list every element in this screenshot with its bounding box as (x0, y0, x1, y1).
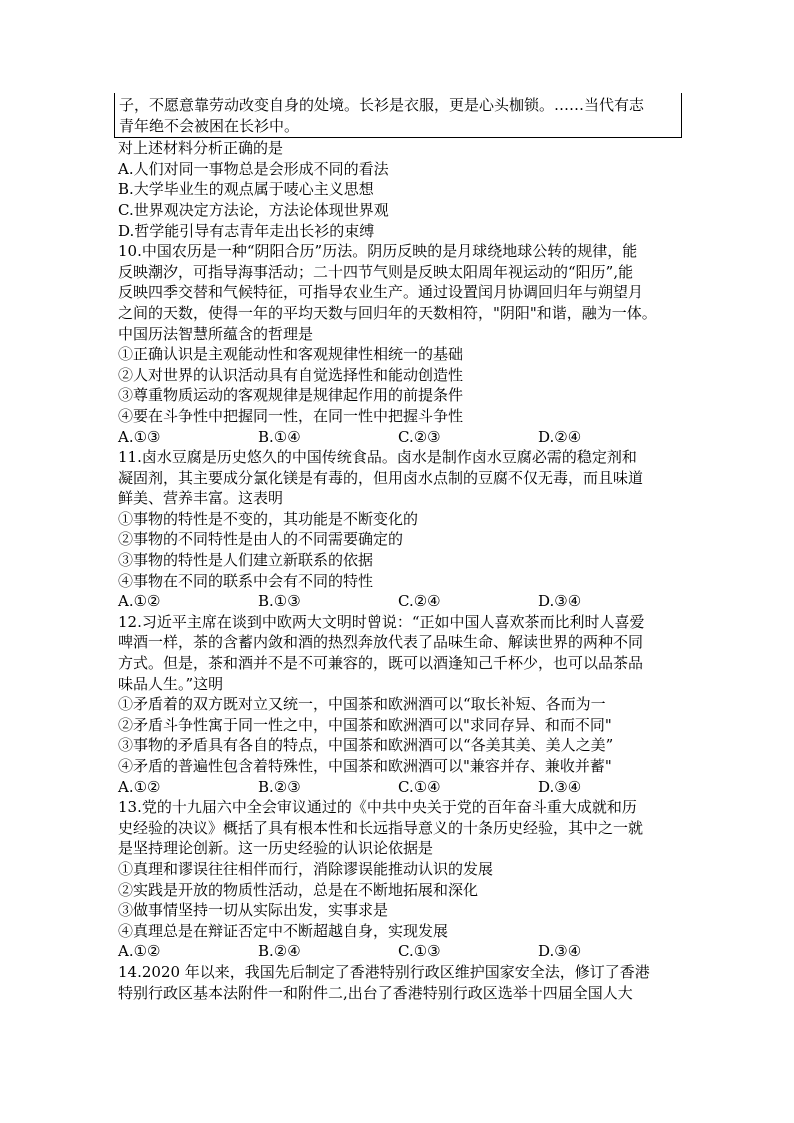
statement-2: ②矛盾斗争性寓于同一性之中，中国茶和欧洲酒可以"求同存异、和而不同" (118, 715, 612, 734)
statement-3: ③做事情坚持一切从实际出发，实事求是 (118, 901, 389, 920)
answer-choices (118, 427, 678, 448)
statement-4: ④事物在不同的联系中会有不同的特性 (118, 571, 374, 590)
choice-b: B.①④ (258, 427, 301, 446)
question-stem: 12.习近平主席在谈到中欧两大文明时曾说：“正如中国人喜欢茶而比利时人喜爱 (118, 612, 645, 631)
question-13 (118, 797, 678, 962)
choice-b: B.②④ (258, 942, 301, 961)
statement-2: ②实践是开放的物质性活动，总是在不断地拓展和深化 (118, 880, 479, 899)
question-11 (118, 447, 678, 612)
choice-c: C.①④ (398, 777, 441, 796)
question-stem: 鲜美、营养丰富。这表明 (118, 489, 284, 508)
option-b: B.大学毕业生的观点属于唛心主义思想 (118, 180, 374, 199)
choice-a: A.①② (118, 592, 161, 611)
answer-choices (118, 941, 678, 962)
question-12 (118, 612, 678, 797)
question-10 (118, 241, 678, 447)
answer-choices (118, 777, 678, 798)
question-stem: 是坚持理论创新。这一历史经验的认识论依据是 (118, 839, 434, 858)
material-line: 子，不愿意靠劳动改变自身的处境。长衫是衣服，更是心头枷锁。……当代有志 (119, 96, 645, 114)
question-stem: 10.中国农历是一种“阴阳合历”历法。阴历反映的是月球绕地球公转的规律，能 (118, 242, 638, 261)
statement-4: ④矛盾的普遍性包含着特殊性，中国茶和欧洲酒可以"兼容并存、兼收并蓄" (118, 757, 612, 775)
question-stem: 之间的天数，使得一年的平均天数与回归年的天数相符，"阴阳"和谐，融为一体。 (118, 303, 657, 322)
answer-choices (118, 591, 678, 612)
statement-1: ①正确认识是主观能动性和客观规律性相统一的基础 (118, 345, 464, 364)
question-stem: 特别行政区基本法附件一和附件二,出台了香港特别行政区选举十四届全国人大 (118, 983, 633, 1002)
question-stem: 对上述材料分析正确的是 (118, 139, 284, 158)
question-stem: 14.2020 年以来，我国先后制定了香港特别行政区维护国家安全法，修订了香港 (118, 962, 650, 981)
statement-1: ①真理和谬误往往相伴而行，消除谬误能推动认识的发展 (118, 859, 494, 878)
statement-4: ④真理总是在辩证否定中不断超越自身，实现发展 (118, 921, 449, 940)
choice-c: C.①③ (398, 942, 441, 961)
option-d: D.哲学能引导有志青年走出长衫的束缚 (118, 221, 375, 240)
question-stem: 13.党的十九届六中全会审议通过的《中共中央关于党的百年奋斗重大成就和历 (118, 798, 637, 817)
statement-3: ③事物的矛盾具有各自的特点，中国茶和欧洲酒可以“各美其美、美人之美” (118, 736, 614, 755)
question-stem: 啤酒一样，茶的含蓄内敛和酒的热烈奔放代表了品味生命、解读世界的两种不同 (118, 633, 644, 652)
choice-d: D.③④ (538, 592, 582, 611)
statement-1: ①矛盾着的双方既对立又统一，中国茶和欧洲酒可以“取长补短、各而为一 (118, 695, 606, 714)
choice-c: C.②④ (398, 592, 441, 611)
choice-d: D.③④ (538, 777, 582, 796)
statement-2: ②事物的不同特性是由人的不同需要确定的 (118, 530, 404, 549)
question-14 (118, 962, 678, 1003)
choice-c: C.②③ (398, 427, 441, 446)
question-stem: 凝固剂，其主要成分氯化镁是有毒的，但用卤水点制的豆腐不仅无毒，而且味道 (118, 468, 644, 487)
question-stem: 方式。但是，茶和酒并不是不可兼容的，既可以酒逢知己千杯少，也可以品茶品 (118, 654, 644, 673)
material-box (114, 93, 682, 138)
choice-a: A.①③ (118, 427, 161, 446)
option-c: C.世界观决定方法论，方法论体现世界观 (118, 200, 389, 219)
statement-3: ③尊重物质运动的客观规律是规律起作用的前提条件 (118, 386, 464, 405)
choice-b: B.②③ (258, 777, 301, 796)
question-stem: 味品人生。”这明 (118, 674, 224, 693)
choice-d: D.③④ (538, 942, 582, 961)
exam-page (118, 93, 678, 1003)
choice-a: A.①② (118, 777, 161, 796)
statement-4: ④要在斗争性中把握同一性，在同一性中把握斗争性 (118, 406, 464, 425)
choice-b: B.①③ (258, 592, 301, 611)
question-stem: 史经验的决议》概括了具有根本性和长远指导意义的十条历史经验，其中之一就 (118, 818, 644, 837)
statement-3: ③事物的特性是人们建立新联系的依据 (118, 551, 374, 570)
question-stem: 反映潮汐，可指导海事活动；二十四节气则是反映太阳周年视运动的“阳历”,能 (118, 262, 634, 281)
choice-d: D.②④ (538, 427, 582, 446)
choice-a: A.①② (118, 942, 161, 961)
question-stem: 11.卤水豆腐是历史悠久的中国传统食品。卤水是制作卤水豆腐必需的稳定剂和 (118, 448, 637, 467)
statement-2: ②人对世界的认识活动具有自觉选择性和能动创造性 (118, 365, 464, 384)
option-a: A.人们对同一事物总是会形成不同的看法 (118, 159, 389, 178)
question-stem: 反映四季交替和气候特征，可指导农业生产。通过设置闰月协调回归年与朔望月 (118, 283, 644, 302)
material-line: 青年绝不会被困在长衫中。 (119, 116, 300, 135)
question-stem: 中国历法智慧所蕴含的哲理是 (118, 324, 314, 343)
question-9 (118, 138, 678, 241)
statement-1: ①事物的特性是不变的，其功能是不断变化的 (118, 509, 419, 528)
